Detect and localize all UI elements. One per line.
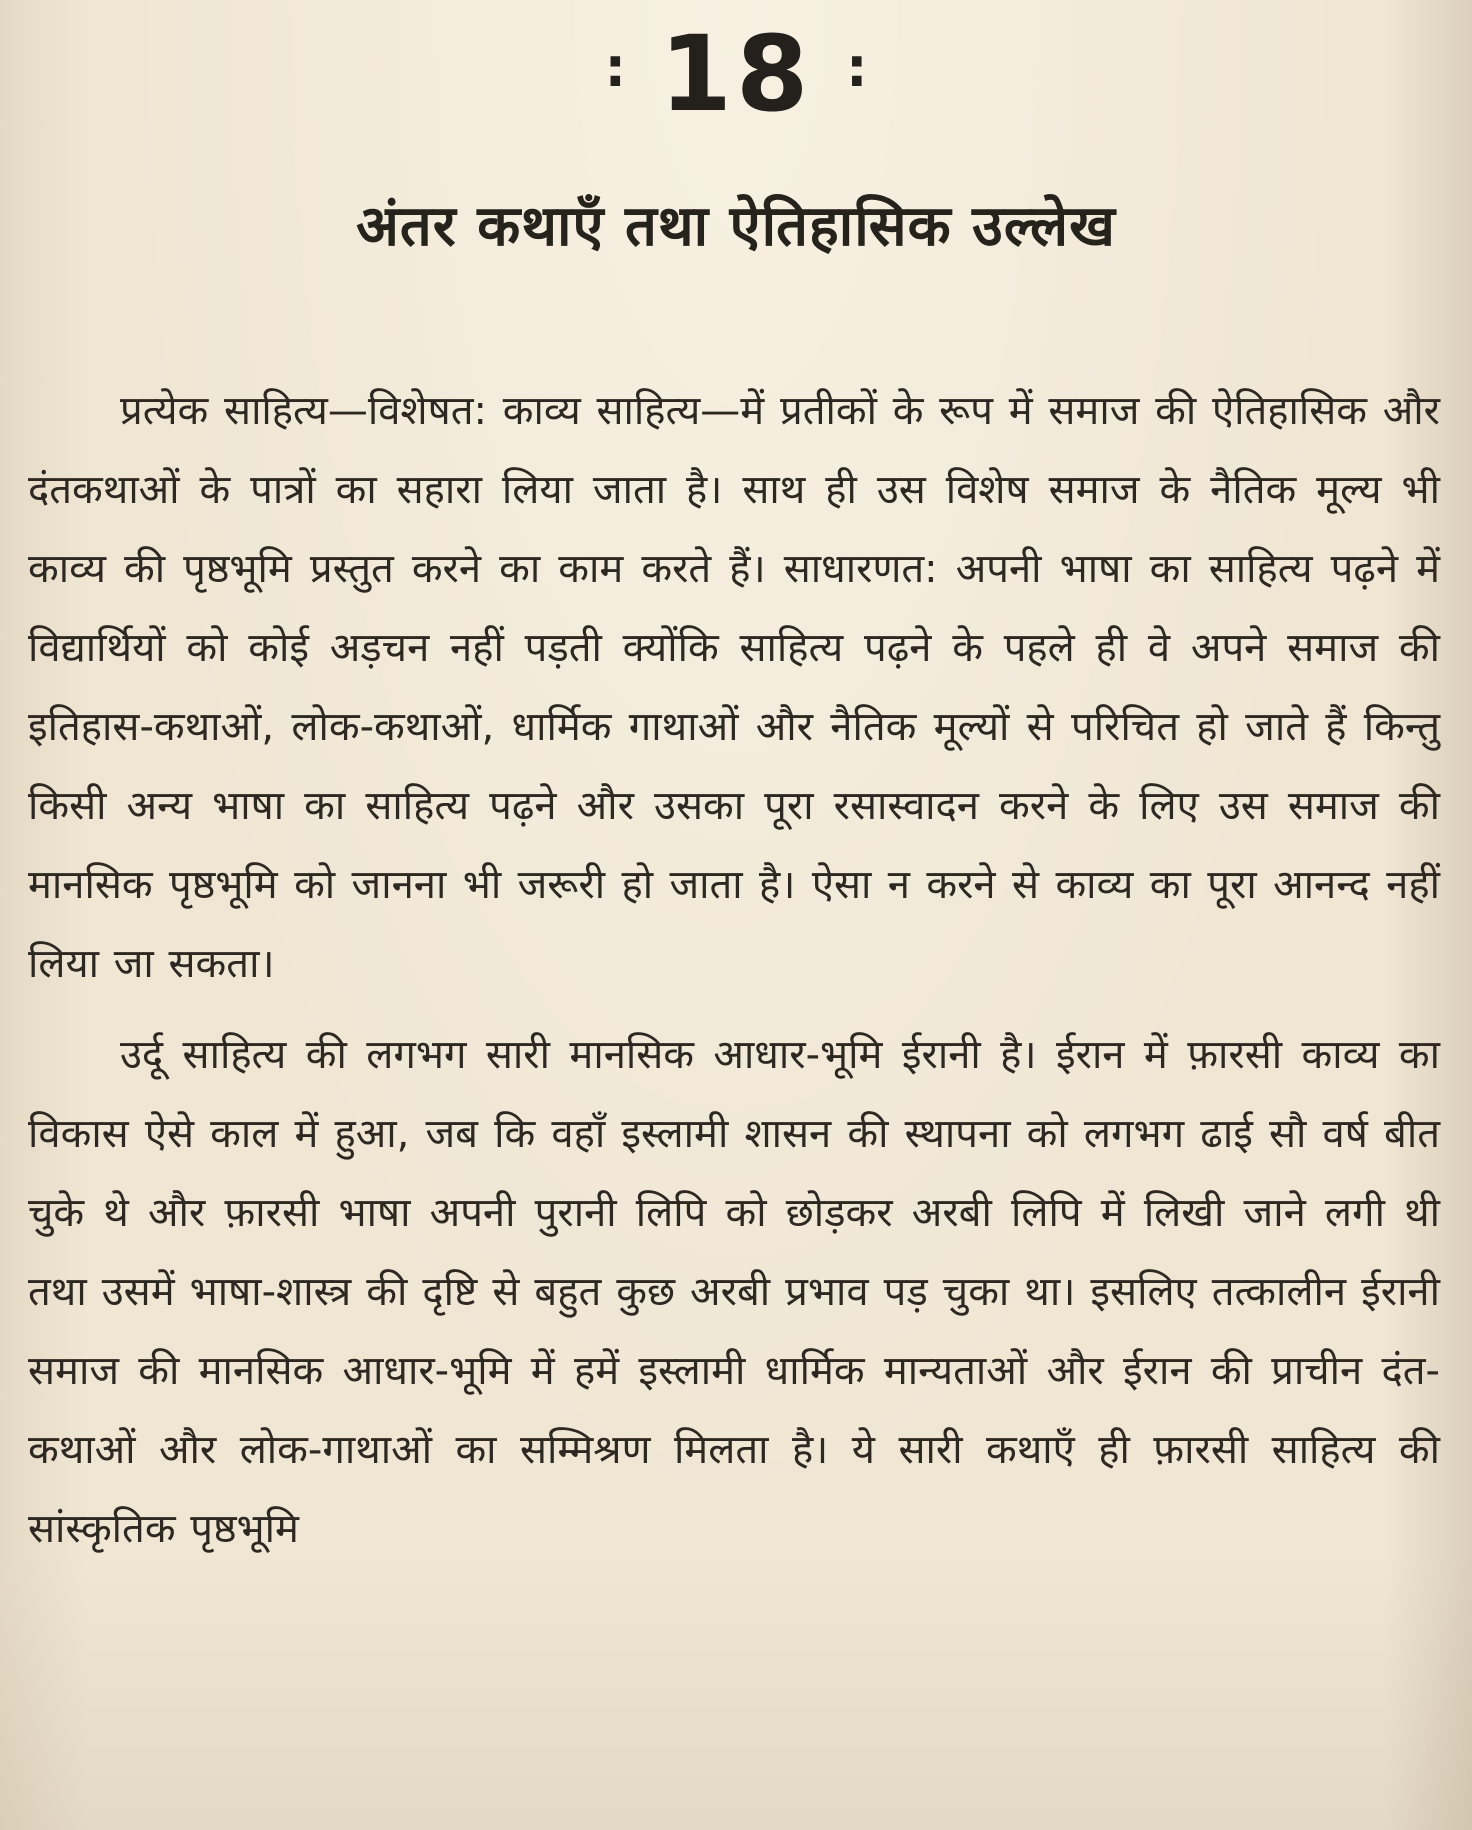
paragraph: प्रत्येक साहित्य—विशेषत: काव्य साहित्य—में प्रतीकों के रूप में समाज की ऐतिहासिक और दंतकथाओं के पात्रों का सहारा लिया जाता है। साथ ही उस विशेष समाज के नैतिक मूल्य भी काव्य की पृष्ठभूमि प्रस्तुत करने का काम करते हैं। साधारणत: अपनी भाषा का साहित्य पढ़ने में विद्यार्थियों को कोई अड़चन नहीं पड़ती क्योंकि साहित्य पढ़ने के पहले ही वे अपने समाज की इतिहास-कथाओं, लोक-कथाओं, धार्मिक गाथाओं और नैतिक मूल्यों से परिचित हो जाते हैं किन्तु किसी अन्य भाषा का साहित्य पढ़ने और उसका पूरा रसास्वादन करने के लिए उस समाज की मानसिक पृष्ठभूमि को जानना भी जरूरी हो जाता है। ऐसा न करने से काव्य का पूरा आनन्द नहीं लिया जा सकता।	[28, 388, 1440, 987]
chapter-colon-right: :	[845, 36, 868, 99]
chapter-colon-left: :	[604, 36, 627, 99]
chapter-number: 18	[659, 13, 813, 135]
paragraph: उर्दू साहित्य की लगभग सारी मानसिक आधार-भूमि ईरानी है। ईरान में फ़ारसी काव्य का विकास ऐसे काल में हुआ, जब कि वहाँ इस्लामी शासन की स्थापना को लगभग ढाई सौ वर्ष बीत चुके थे और फ़ारसी भाषा अपनी पुरानी लिपि को छोड़कर अरबी लिपि में लिखी जाने लगी थी तथा उसमें भाषा-शास्त्र की दृष्टि से बहुत कुछ अरबी प्रभाव पड़ चुका था। इसलिए तत्कालीन ईरानी समाज की मानसिक आधार-भूमि में हमें इस्लामी धार्मिक मान्यताओं और ईरान की प्राचीन दंत-कथाओं और लोक-गाथाओं का सम्मिश्रण मिलता है। ये सारी कथाएँ ही फ़ारसी साहित्य की सांस्कृतिक पृष्ठभूमि	[28, 1032, 1440, 1552]
chapter-number-heading	[0, 13, 1472, 135]
chapter-title: अंतर कथाएँ तथा ऐतिहासिक उल्लेख	[356, 194, 1116, 259]
body-text	[28, 372, 1440, 1569]
